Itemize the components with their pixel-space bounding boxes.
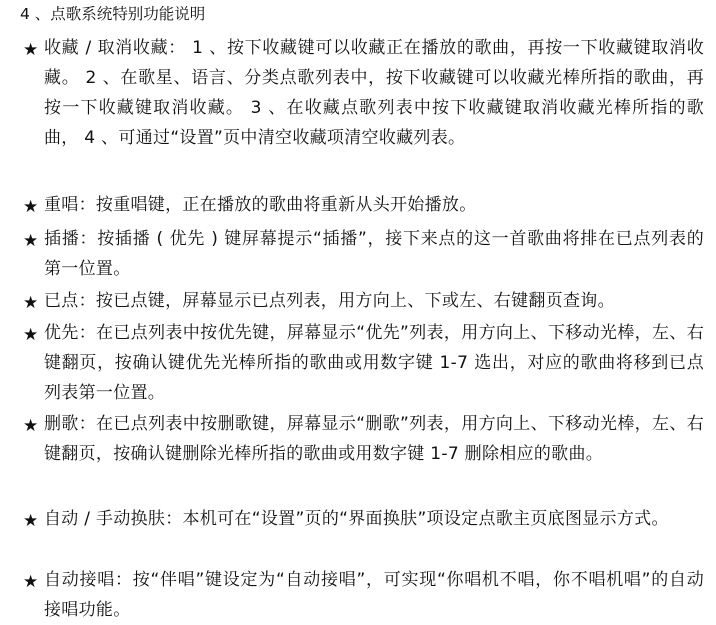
star-bullet-icon: ★	[23, 231, 39, 251]
list-item-text: 收藏 / 取消收藏： 1 、按下收藏键可以收藏正在播放的歌曲，再按一下收藏键取消收藏。 2 、在歌星、语言、分类点歌列表中，按下收藏键可以收藏光棒所指的歌曲，再按一下收藏键取消收藏。 3 、在收藏点歌列表中按下收藏键取消收藏光棒所指的歌曲， 4 、可通过“设置”页中清空收藏项清空收藏列表。	[44, 38, 704, 148]
star-bullet-icon: ★	[23, 40, 39, 60]
star-bullet-icon: ★	[23, 416, 39, 436]
star-bullet-icon: ★	[23, 511, 39, 531]
list-item-delete	[20, 409, 704, 469]
star-bullet-icon: ★	[23, 572, 39, 592]
list-item-text: 优先：在已点列表中按优先键，屏幕显示“优先”列表，用方向上、下移动光棒，左、右键翻页，按确认键优先光棒所指的歌曲或用数字键 1-7 选出，对应的歌曲将移到已点列表第一位置。	[44, 323, 704, 403]
list-item-auto-sing	[20, 565, 704, 625]
list-item-replay	[20, 190, 704, 220]
list-item-text: 已点：按已点键，屏幕显示已点列表，用方向上、下或左、右键翻页查询。	[44, 291, 615, 311]
list-item-insert	[20, 224, 704, 284]
list-item-selected	[20, 286, 704, 316]
list-item-favorite	[20, 33, 704, 153]
star-bullet-icon: ★	[23, 293, 39, 313]
list-item-text: 删歌：在已点列表中按删歌键，屏幕显示“删歌”列表，用方向上、下移动光棒，左、右键翻页，按确认键删除光棒所指的歌曲或用数字键 1-7 删除相应的歌曲。	[44, 414, 704, 464]
list-item-skin	[20, 504, 704, 534]
list-item-text: 重唱：按重唱键，正在播放的歌曲将重新从头开始播放。	[44, 195, 477, 215]
list-item-text: 自动接唱：按“伴唱”键设定为“自动接唱”，可实现“你唱机不唱，你不唱机唱”的自动接唱功能。	[44, 570, 704, 620]
star-bullet-icon: ★	[23, 197, 39, 217]
star-bullet-icon: ★	[23, 325, 39, 345]
list-item-text: 自动 / 手动换肤：本机可在“设置”页的“界面换肤”项设定点歌主页底图显示方式。	[44, 509, 669, 529]
list-item-priority	[20, 318, 704, 408]
list-item-text: 插播：按插播 ( 优先 ) 键屏幕提示“插播”，接下来点的这一首歌曲将排在已点列表的第一位置。	[44, 229, 704, 279]
section-heading: 4 、点歌系统特别功能说明	[20, 5, 206, 23]
